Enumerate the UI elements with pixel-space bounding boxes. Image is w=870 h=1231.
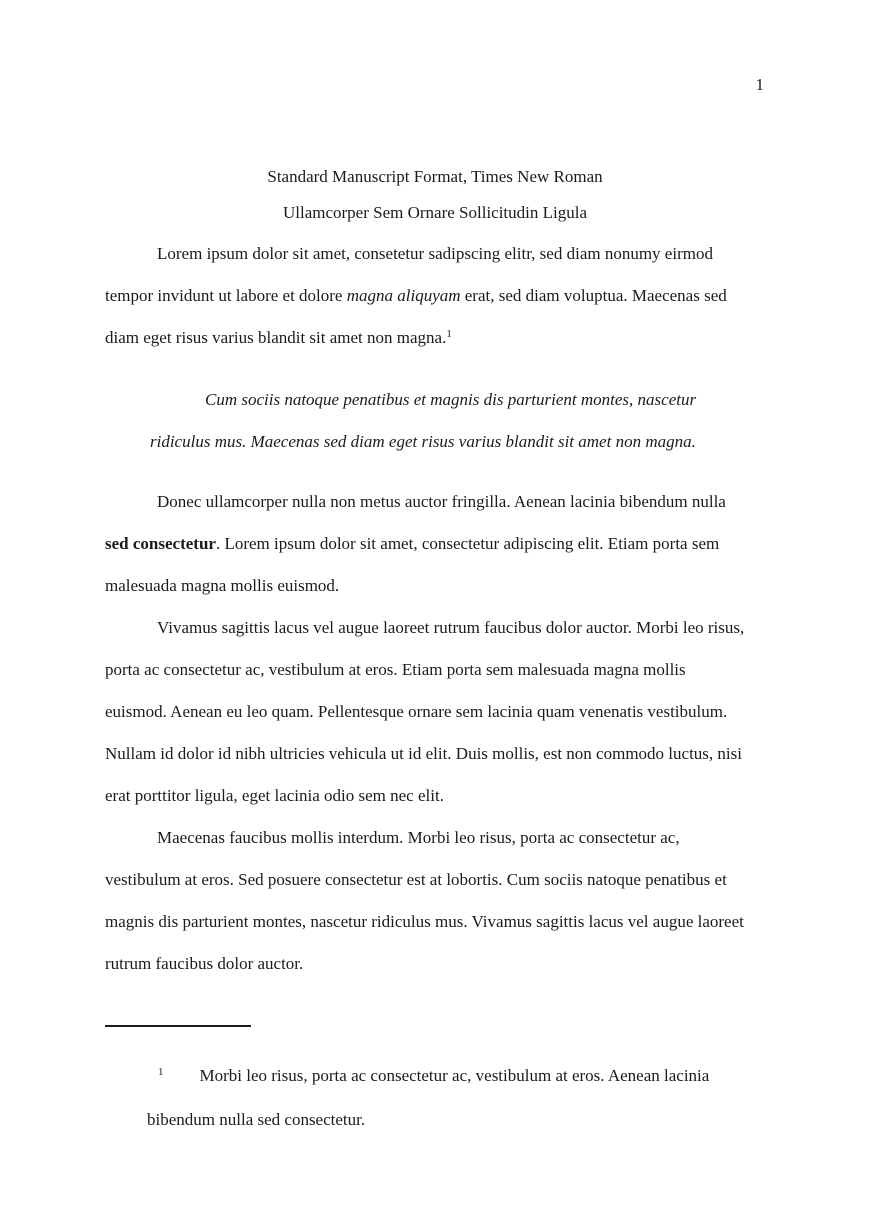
text-line <box>150 421 715 463</box>
italic-text: magna aliquyam <box>346 286 461 305</box>
footnote-reference: 1 <box>158 1066 164 1078</box>
text-line <box>105 817 765 859</box>
document-subtitle: Ullamcorper Sem Ornare Sollicitudin Ligula <box>282 203 588 222</box>
title-block <box>105 159 765 231</box>
text-line <box>105 775 765 817</box>
text-run: ridiculus mus. Maecenas sed diam eget risus varius blandit sit amet non magna. <box>150 432 696 451</box>
text-run: Lorem ipsum dolor sit amet, consetetur sadipscing elitr, sed diam nonumy eirmod <box>157 244 713 263</box>
text-line <box>105 691 765 733</box>
paragraph-2 <box>105 481 765 607</box>
bold-text: sed consectetur <box>105 534 216 553</box>
text-run: porta ac consectetur ac, vestibulum at eros. Etiam porta sem malesuada magna mollis <box>105 660 686 679</box>
text-line <box>105 317 765 361</box>
text-line <box>105 607 765 649</box>
text-run: Morbi leo risus, porta ac consectetur ac, vestibulum at eros. Aenean lacinia <box>199 1066 710 1085</box>
text-line <box>150 379 715 421</box>
footnote-reference: 1 <box>446 328 452 340</box>
document-body <box>105 233 765 985</box>
text-run: tempor invidunt ut labore et dolore <box>105 286 347 305</box>
text-run: Maecenas faucibus mollis interdum. Morbi leo risus, porta ac consectetur ac, <box>157 828 680 847</box>
footnote-line <box>105 1099 765 1141</box>
text-run: erat porttitor ligula, eget lacinia odio sem nec elit. <box>105 786 444 805</box>
text-line <box>105 733 765 775</box>
text-run: malesuada magna mollis euismod. <box>105 576 340 595</box>
paragraph-1 <box>105 233 765 361</box>
document-title: Standard Manuscript Format, Times New Roman <box>267 167 603 186</box>
text-line <box>105 565 765 607</box>
footnote-line <box>105 1055 765 1099</box>
text-run: diam eget risus varius blandit sit amet non magna. <box>105 328 447 347</box>
page-number: 1 <box>755 75 764 94</box>
text-line <box>105 275 765 317</box>
text-run: Cum sociis natoque penatibus et magnis dis parturient montes, nascetur <box>205 390 697 409</box>
block-quote <box>150 379 715 463</box>
text-run: bibendum nulla sed consectetur. <box>147 1110 366 1129</box>
text-line <box>105 901 765 943</box>
text-run: rutrum faucibus dolor auctor. <box>105 954 304 973</box>
text-run: magnis dis parturient montes, nascetur ridiculus mus. Vivamus sagittis lacus vel augue laoreet <box>105 912 744 931</box>
text-run: erat, sed diam voluptua. Maecenas sed <box>460 286 727 305</box>
text-run: Nullam id dolor id nibh ultricies vehicula ut id elit. Duis mollis, est non commodo luctus, nisi <box>105 744 742 763</box>
text-line <box>105 859 765 901</box>
text-line <box>105 233 765 275</box>
footnote-separator <box>105 1025 251 1027</box>
text-line <box>105 523 765 565</box>
text-run: Donec ullamcorper nulla non metus auctor fringilla. Aenean lacinia bibendum nulla <box>157 492 726 511</box>
paragraph-4 <box>105 817 765 985</box>
text-line <box>105 943 765 985</box>
text-run: euismod. Aenean eu leo quam. Pellentesque ornare sem lacinia quam venenatis vestibulum. <box>105 702 728 721</box>
text-run: Vivamus sagittis lacus vel augue laoreet rutrum faucibus dolor auctor. Morbi leo risus, <box>157 618 745 637</box>
text-run: . Lorem ipsum dolor sit amet, consectetur adipiscing elit. Etiam porta sem <box>215 534 720 553</box>
footnote <box>105 1055 765 1141</box>
paragraph-3 <box>105 607 765 817</box>
text-run: vestibulum at eros. Sed posuere consectetur est at lobortis. Cum sociis natoque penatibus et <box>105 870 727 889</box>
document-content <box>105 159 765 1141</box>
text-line <box>105 481 765 523</box>
text-line <box>105 649 765 691</box>
